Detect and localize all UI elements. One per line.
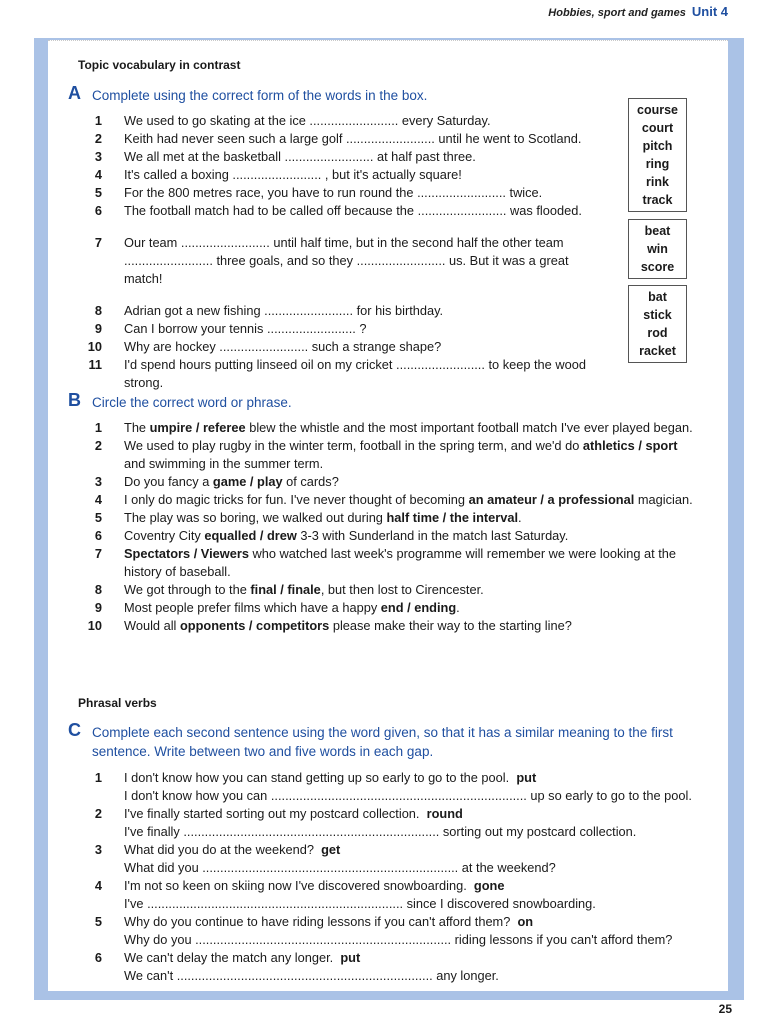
list-item: 4 I'm not so keen on skiing now I've discovered snowboarding. gone I've ........................................................................ since I discovered snowboarding. [94, 878, 596, 911]
list-item: 1 I don't know how you can stand getting up so early to go to the pool. put I don't know how you can ........................................................................ up so early to go to the pool. [94, 770, 692, 803]
unit-label: Unit 4 [691, 4, 728, 19]
list-item: 1 The umpire / referee blew the whistle and the most important football match I've ever played began. [94, 420, 693, 435]
list-item: 9 Most people prefer films which have a happy end / ending. [94, 600, 460, 615]
section-c-instruction: Complete each second sentence using the word given, so that it has a similar meaning to the first sentence. Write between two and five words in each gap. [92, 725, 673, 759]
list-item: 7 Spectators / Viewers who watched last week's programme will remember we were looking at the history of baseball. [94, 546, 677, 579]
list-item: 1 We used to go skating at the ice ......................... every Saturday. [94, 113, 491, 128]
list-item: 4 I only do magic tricks for fun. I've never thought of becoming an amateur / a professional magician. [94, 492, 693, 507]
word-box-equipment: bat stick rod racket [628, 285, 687, 363]
section-b-letter: B [68, 390, 81, 410]
section-b-instruction: Circle the correct word or phrase. [92, 395, 292, 410]
list-item: 3 What did you do at the weekend? get What did you ........................................................................ at the weekend? [94, 842, 556, 875]
running-header [548, 4, 728, 19]
section-b-items [78, 419, 698, 635]
exercise-sheet [48, 40, 728, 991]
list-item: 11 I'd spend hours putting linseed oil on my cricket ......................... to keep the wood strong. [88, 357, 586, 390]
word-box-venues: course court pitch ring rink track [628, 98, 687, 212]
list-item: 2 I've finally started sorting out my postcard collection. round I've finally ........................................................................ sorting out my postcard collection. [94, 806, 637, 839]
list-item: 8 We got through to the final / finale, but then lost to Cirencester. [94, 582, 484, 597]
list-item: 2 Keith had never seen such a large golf ......................... until he went to Scotland. [94, 131, 582, 146]
phrasal-verbs-heading: Phrasal verbs [78, 696, 157, 710]
list-item: 9 Can I borrow your tennis ......................... ? [94, 321, 367, 336]
list-item: 3 Do you fancy a game / play of cards? [94, 474, 339, 489]
list-item: 2 We used to play rugby in the winter term, football in the spring term, and we'd do athletics / sport and swimming in the summer term. [94, 438, 678, 471]
list-item: 3 We all met at the basketball ......................... at half past three. [94, 149, 476, 164]
list-item: 6 Coventry City equalled / drew 3-3 with Sunderland in the match last Saturday. [94, 528, 569, 543]
list-item: 6 The football match had to be called off because the ......................... was flooded. [94, 203, 582, 218]
section-c-items [78, 769, 698, 985]
list-item: 5 For the 800 metres race, you have to run round the ......................... twice. [94, 185, 543, 200]
running-title: Hobbies, sport and games [548, 7, 686, 19]
list-item: 6 We can't delay the match any longer. put We can't ........................................................................ any longer. [94, 950, 499, 983]
list-item: 10 Why are hockey ......................... such a strange shape? [87, 339, 442, 354]
word-box-results: beat win score [628, 219, 687, 279]
list-item: 8 Adrian got a new fishing ......................... for his birthday. [94, 303, 444, 318]
section-a-letter: A [68, 83, 81, 103]
list-item: 10 Would all opponents / competitors please make their way to the starting line? [87, 618, 572, 633]
section-c-letter: C [68, 720, 81, 740]
topic-heading: Topic vocabulary in contrast [78, 58, 241, 72]
list-item: 5 The play was so boring, we walked out during half time / the interval. [94, 510, 522, 525]
section-a-items [78, 112, 638, 392]
section-a-instruction: Complete using the correct form of the words in the box. [92, 88, 428, 103]
list-item: 7 Our team ......................... until half time, but in the second half the other team ......................... three goals, and so they ......................... us. But it was a great match! [94, 235, 569, 286]
list-item: 5 Why do you continue to have riding lessons if you can't afford them? on Why do you ........................................................................ riding lessons if you can't afford them? [94, 914, 673, 947]
list-item: 4 It's called a boxing ......................... , but it's actually square! [94, 167, 462, 182]
page-number: 25 [718, 1002, 732, 1016]
